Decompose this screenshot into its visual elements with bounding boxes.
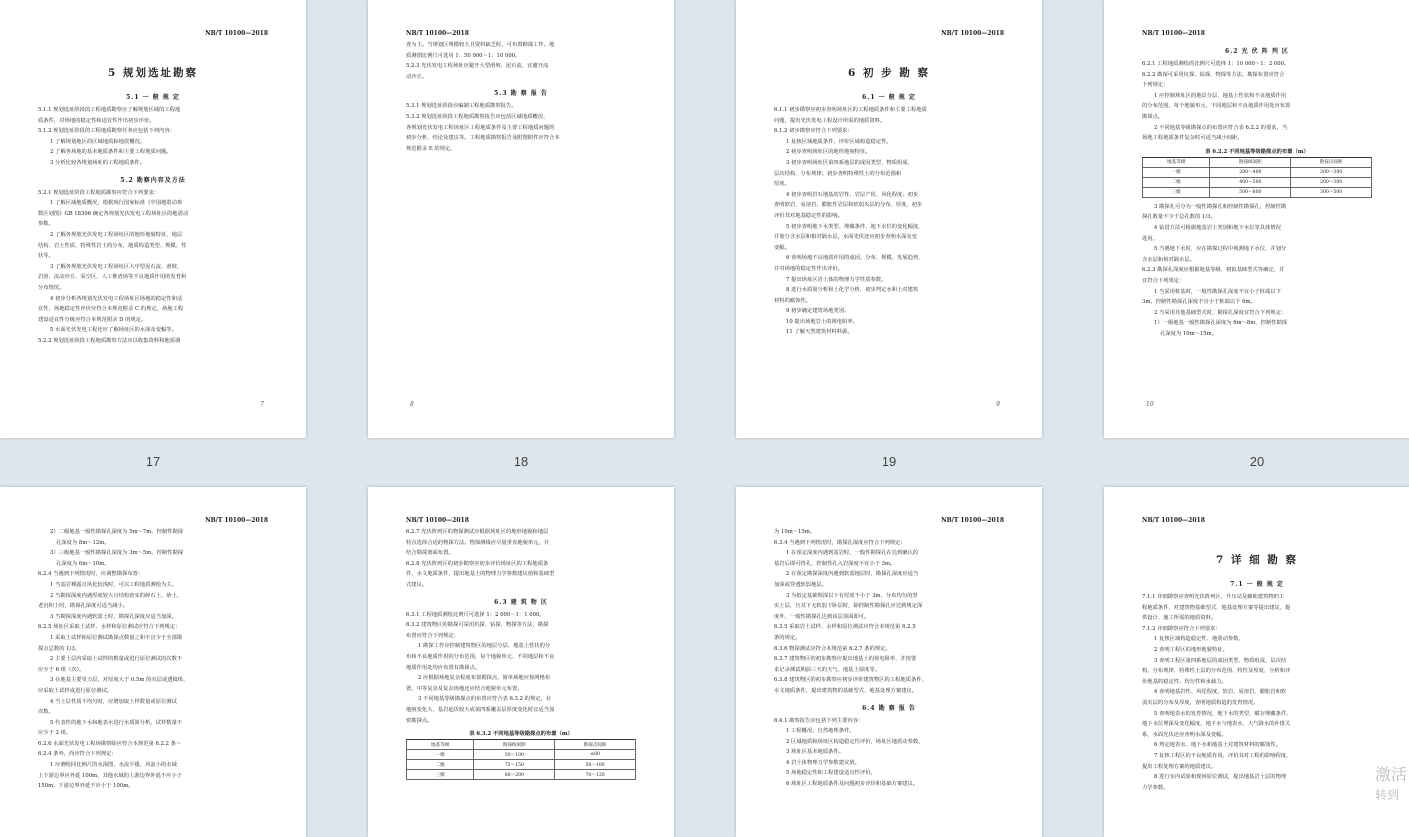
document-page-17[interactable] [0,0,306,438]
text-line: 3 分析比较各规划场址的工程地质条件。 [50,159,146,166]
text-line: 1 当采用桩基时，一般性勘探孔深度不宜小于桩端以下 [1154,288,1281,295]
text-line: 规范附录 E 的规定。 [406,145,456,152]
table-header-cell: 地基等级 [1143,157,1210,167]
document-page-22[interactable] [368,487,674,837]
text-line: 5.1.2 规划选址阶段的工程地质勘察任务应包括下列内容： [38,128,175,135]
text-line: 1 采取土试样和原位测试勘探点数量之和不宜少于全部勘 [50,634,183,641]
section-title: 6.1 一 般 规 定 [862,94,916,101]
table-caption: 表 6.3.2 不同地基等级勘探点的布置（m） [469,731,573,738]
text-line: 的分布范围，每个地貌单元、不同地层和不良地质作用处应布置 [1142,103,1291,110]
text-line: 1 了解规划地区的区域地质和地震概况。 [50,138,146,145]
text-line: 6.2.3 勘探孔深度应根据地基等级、初拟基础型式等确定，并 [1142,267,1285,274]
text-line: 布置应符合下列规定： [406,632,459,639]
watermark-line-2: 转到 [1374,788,1399,802]
text-line: 6.2.6 水面光伏发电工程场勘察除应符合本规范第 6.2.2 条～ [38,740,182,747]
page-header: NB/T 10100—2018 [406,30,469,37]
table-cell: 70～120 [555,770,636,780]
text-line: 水文地质条件，提出建筑物的基础型式、地基处理方案建议。 [774,687,918,694]
folio: 7 [260,401,264,408]
text-line: 5.2.3 光伏发电工程场址应避开大型滑坡、泥石流，宜避开流 [406,63,549,70]
chapter-title: 7 详 细 勘 察 [1216,554,1298,566]
section-title: 7.1 一 般 规 定 [1230,581,1284,588]
text-line: 程地质条件，对建筑物基础型式、地基处理方案等提出建议，提 [1142,604,1291,611]
text-line: 为 10m～15m。 [774,529,816,535]
text-line: 1 了解区域地质概况，根据现行国家标准《中国地震动参 [50,200,183,207]
text-line: 2 了解各规划光伏发电工程场址区的地形地貌特征、地层 [50,231,183,238]
text-line: 6.1.1 初步勘察应初步查明场址区的工程地质条件和主要工程地质 [774,107,927,113]
text-line: 3）三级地基一般性勘探孔深度为 3m～5m，控制性勘探 [50,550,184,557]
text-line: 各规划光伏发电工程场址区工程地质条件及主要工程地质问题的 [406,124,555,131]
text-line: 7.1.1 详细勘察应查明光伏阵列区、升压站及辅助建筑物的工 [1142,594,1285,600]
text-line: 6.3.7 建筑物区的初步勘察应提出地基土的视电阻率，并按要 [774,656,917,663]
table-row [407,750,636,760]
folio: 9 [996,401,1000,408]
text-line: 供设计、施工所需的地质资料。 [1142,615,1217,622]
text-line: 6.2.5 场址区采取土试样、水样和原位测试应符合下列规定： [38,624,181,631]
text-line: 3 当勘探深度内遇软弱土时，勘探孔深度应适当加深。 [50,613,177,620]
text-line: 实土层，且其下无软弱下卧层时，除控制性勘探孔应达到规定深 [774,603,923,610]
text-line: 地貌变化大、基岩起伏较大或第四系覆盖层厚度变化时宜适当加 [406,706,555,713]
text-line: 分布情况。 [38,284,65,291]
section-title: 6.2 光 伏 阵 列 区 [1225,48,1289,55]
text-line: 5 水面光伏发电工程还应了解场址区的水深及变幅等。 [50,327,177,334]
text-line: 1 工程概况、自然地理条件。 [786,728,855,735]
table-row [1143,187,1372,197]
text-line: 2 当采用其他基础型式时，勘探孔深度宜符合下列规定： [1154,309,1287,316]
folio: 8 [410,401,414,408]
text-line: 2）二级地基一般性勘探孔深度为 5m～7m，控制性勘探 [50,529,184,535]
text-line: 6.2.4 当遇到下列情况时，应调整勘探布置： [38,571,144,578]
folio: 10 [1146,401,1154,408]
table-cell: 二级 [407,760,474,770]
text-line: 6.3.6 物探测试应符合本规范第 6.2.7 条的规定。 [774,645,891,652]
text-line: 6 判定地表水、地下水和地基土对建筑材料的腐蚀性。 [1154,742,1281,749]
page-header: NB/T 10100—2018 [1142,517,1205,524]
text-line: 10 提出场地岩土的视电阻率。 [786,318,858,325]
text-line: 选用。 [1142,235,1158,242]
text-line: 1 复核区域构造稳定性、地震动参数。 [1154,636,1244,643]
text-line: 求记录测试期前三天的天气、地基土湿度等。 [774,666,880,673]
text-line: 查明软岩、易溶岩、膨胀性岩层和软弱夹层的分布、厚度，初步 [774,202,923,209]
text-line: 条的规定。 [774,634,801,641]
text-line: 6.2.7 光伏阵列区的物探测试应根据场址区的地形地貌和地层 [406,529,549,535]
table-cell: 200～400 [1210,167,1291,177]
text-line: 5 初步查明地下水类型、埋藏条件、地下水位的变化幅度， [786,223,924,230]
section-title: 6.4 勘 察 报 告 [862,704,916,712]
text-line: 3 在地基主要受力层，对厚度大于 0.5m 的夹层或透镜体， [50,677,189,684]
text-line: 6.3.5 采取岩土试样、水样和原位测试应符合本规范第 6.2.5 [774,624,916,631]
text-line: 6.3.1 工程地质测绘比例尺可选择 1：2 000～1：1 000。 [406,611,545,618]
text-line: 应少于 6 组（次）。 [38,666,85,673]
table-cell: 300～500 [1291,187,1372,197]
table-row [407,760,636,770]
text-line: 应采取土试样或进行原位测试。 [38,687,113,694]
text-line: 1 复核区域地质条件，评价区域构造稳定性。 [786,138,892,145]
table-cell: 200～300 [1291,167,1372,177]
document-page-19[interactable] [736,0,1042,438]
document-page-24[interactable] [1104,487,1409,837]
text-line: 上下游边界应外延 100m，其他水域的上游边界外延不应小于 [38,772,182,779]
page-header: NB/T 10100—2018 [941,30,1004,37]
text-line: 下列规定： [1142,82,1169,89]
page-header: NB/T 10100—2018 [205,30,268,37]
page-header: NB/T 10100—2018 [1142,30,1205,37]
text-line: 3 了解各规划光伏发电工程场址区大中型泥石流、滑坡、 [50,263,183,270]
text-line: 查为主。当规划区规模较大且资料缺乏时，可布置勘探工作。地 [406,42,555,48]
section-title: 5.3 勘 察 报 告 [494,90,548,98]
data-table [406,739,636,780]
text-line: 2 查明工程区的地形地貌特征。 [1154,646,1228,653]
page-number-label[interactable]: 17 [145,454,161,469]
text-line: 8 进行水质简分析和土化学分析，初步判定水和土对建筑 [786,287,919,294]
text-line: 6.3.8 建筑物区的初步勘察应初步评价建筑物区的工程地质条件、 [774,677,927,684]
text-line: 布和不良地质作用的分布范围，每个地貌单元、不同地层和不良 [406,653,555,660]
table-header-cell: 地基等级 [407,740,474,750]
text-line: 5.2.1 规划选址阶段工程地质勘察应符合下列要求： [38,189,160,196]
text-line: 1 勘探工作应控制建筑物区的地层分层、地基土性状的分 [418,643,551,650]
text-line: 3 勘探孔可分为一般性勘探孔和控制性勘探孔，控制性勘 [1154,203,1287,210]
activation-watermark [1375,765,1407,805]
text-line: 8 进行室内试验和现场原位测试，提出地基岩土层的物理 [1154,774,1287,781]
text-line: 力学参数。 [1142,784,1169,791]
text-line: 6 查明场地不良地质作用的成因、分布、规模、发展趋势， [786,255,924,262]
chapter-title: 5 规划选址勘察 [108,67,198,79]
table-cell: 75～150 [474,760,555,770]
text-line: 结构、岩土性质、特殊性岩土的分布，地质构造类型、规模、性 [38,242,187,249]
text-line: 老沉积土时，勘探孔深度可适当减小。 [38,603,129,610]
text-line: 价地基的稳定性、均匀性和承载力。 [1142,678,1227,685]
text-line: 2 在预定勘探深度内遇到软弱地层时，勘探孔深度应适当 [786,571,919,578]
data-table [1142,157,1372,198]
text-line: 地下水位埋深及变化幅度，地下水与地表水、大气降水的补排关 [1142,721,1291,728]
section-title: 5.2 勘察内容及方法 [120,176,186,184]
text-line: 质条件，对场地的稳定性和适宜性作出初步评价。 [38,117,155,124]
text-line: 4 岩土体物理力学参数建议值。 [786,759,860,766]
text-line: 结合勘探剖面布置。 [406,550,454,557]
text-line: 2 区域地质和场址区构造稳定性评价，场址区地震动参数。 [786,738,924,745]
table-cell: 三级 [407,770,474,780]
text-line: 孔深度为 6m～10m。 [56,560,110,567]
table-cell: 三级 [1143,187,1210,197]
text-line: 质测图比例尺可选用 1：50 000～1：10 000。 [406,52,521,59]
text-line: 4 钻进方法可根据地基岩土类别和地下水位等具体情况 [1154,224,1281,231]
text-line: 参数。 [38,221,54,228]
section-title: 6.3 建 筑 物 区 [494,598,548,606]
text-line: 2 了解各场地的基本地质条件和主要工程地质问题。 [50,149,172,156]
text-line: 密勘探点。 [406,717,433,724]
text-line: 构、分布规律，特殊性土层的分布范围、特性及厚度，分析和评 [1142,668,1291,675]
section-title: 5.1 一 般 规 定 [126,94,180,101]
text-line: 11 了解天然建筑材料料源。 [786,329,853,336]
text-line: 3 为拟定基础埋深以下有厚度不小于 3m、分布均匀的坚 [786,592,918,599]
page-header: NB/T 10100—2018 [205,517,268,524]
text-line: 2 不同地基等级勘探点的布置应符合表 6.2.2 的要求，当 [1154,124,1288,131]
text-line: 4 查明地基岩性、风化程度，软岩、易溶岩、膨胀岩和软 [1154,689,1287,696]
text-line: 地质作用处均应布置有勘探点。 [406,664,481,671]
table-row [1143,177,1372,187]
text-line: 式建议。 [406,581,428,588]
table-caption: 表 6.2.2 不同地基等级勘探点的布置（m） [1205,148,1309,155]
text-line: 应少于 2 组。 [38,730,72,737]
text-line: 3m，控制性勘探孔深度不宜小于桩端以下 6m。 [1142,299,1256,306]
text-line: 材料的腐蚀性。 [774,297,812,304]
table-cell: ≤80 [555,750,636,760]
text-line: 探孔数量不少于总孔数的 1/3。 [1142,214,1216,221]
text-line: 6 场址区工程地质条件及问题初步评价和基础方案建议。 [786,781,919,788]
document-page-23[interactable] [736,487,1042,837]
table-cell: 50～100 [474,750,555,760]
text-line: 场地工程地质条件复杂时可适当减小间距。 [1142,135,1243,142]
document-page-20[interactable] [1104,0,1409,438]
watermark-line-1: 激活 [1374,765,1407,784]
text-line: 次数。 [38,709,54,716]
text-line: 孔深度为 10m～15m。 [1160,330,1217,337]
text-line: 4 初步分析各规划光伏发电工程场址区场地的稳定性和适 [50,295,183,302]
text-line: 变幅。 [774,244,790,251]
text-line: 探点总数的 1/3。 [38,645,80,652]
table-cell: 50～100 [555,760,636,770]
text-line: 2 初步查明场址区的地形地貌特征。 [786,149,871,156]
text-line: 2 应根据场地复杂程度布置勘探点，简单场地应按网格布 [418,675,551,682]
text-line: 孔深度为 8m～12m。 [56,539,110,546]
text-line: 6.4.1 勘察报告应包括下列主要内容： [774,717,864,724]
text-line: 提出工程处理方案的地质建议。 [1142,763,1217,770]
text-line: 2 当勘探深度内遇厚度较大且结构密实的碎石土、砂土、 [50,592,183,599]
text-line: 150m，下游边界外延不应小于 100m。 [38,783,134,790]
text-line: 3 不同地基等级勘探点的布置应符合表 6.3.2 的规定，在 [418,696,552,703]
table-cell: 200～300 [1291,177,1372,187]
document-page-18[interactable] [368,0,674,438]
text-line: 初步分析、结论及建议等。工程地质勘察报告及附图附件应符合本 [406,135,560,142]
text-line: 6.2.2 勘探可采用坑探、钻探、物探等方法，勘探布置应符合 [1142,71,1285,78]
text-line: 基岩后即可终孔，控制性孔入岩深度不宜小于 3m。 [774,560,896,567]
text-line: 3 查明工程区第四系地层的成因类型、物质组成、层次结 [1154,657,1287,664]
text-line: 4 初步查明岩石地基的岩性、岩层产状、风化程度；初步 [786,191,919,198]
text-line: 状等。 [38,253,54,260]
text-line: 5 当遇地下水时，应在勘探过程中观测地下水位，并划分 [1154,246,1287,253]
text-line: 7 提出场址区岩土体的物理力学性质参数。 [786,276,887,283]
text-line: 3 场址区基本地质条件。 [786,749,845,756]
text-line: 层次结构、分布规律；初步查明特殊性土的分布范围和 [774,170,902,177]
text-line: 5 场地稳定性和工程建设适宜性评价。 [786,770,876,777]
table-cell: 一级 [407,750,474,760]
text-line: 6.2.8 光伏阵列区的初步勘察应初步评价场址区的工程地质条 [406,560,549,567]
page-number-label[interactable]: 19 [881,454,897,469]
table-header-cell: 勘探线间距 [474,740,555,750]
text-line: 6.2.1 工程地质测绘的比例尺可选择 1：10 000～1：2 000。 [1142,61,1290,67]
text-line: 6.3.4 当遇到下列情况时，勘探孔深度应符合下列规定： [774,539,906,546]
text-line: 1）一级地基一般性勘探孔深度为 6m～8m，控制性勘探 [1154,320,1288,327]
text-line: 弱夹层的分布及厚度，查明地质构造的发育情况。 [1142,699,1259,706]
text-line: 宜符合下列规定： [1142,277,1185,284]
text-line: 1 在预定深度内遇到基岩时，一般性勘探孔在达到确认的 [786,550,919,557]
text-line: 7 复核工程区的不良地质作用，评价其对工程的影响程度， [1154,752,1292,759]
text-line: 5.3.2 规划选址阶段工程地质勘察报告应包括区域地质概况、 [406,113,549,120]
text-line: 1 应控制场址区的地层分层、地基土性状和不良地质作用 [1154,92,1287,99]
document-page-21[interactable] [0,487,306,837]
text-line: 6.1.2 初步勘察应符合下列要求： [774,128,853,135]
text-line: 置，中等复杂及复杂场地还应结合地貌单元布置。 [406,685,523,692]
text-line: 4 当土层性质不均匀时，应增加取土样数量或原位测试 [50,698,177,705]
text-line: 5.1.1 规划选址阶段的工程地质勘察应了解规划区域的工程地 [38,107,181,113]
text-line: 宜性，场地稳定性评价应符合本规范附录 C 的规定，场地工程 [38,306,184,313]
table-row [1143,167,1372,177]
text-line: 动沙丘。 [406,73,428,80]
text-line: 1 当基岩裸露且风化较浅时，可以工程地质测绘为主。 [50,581,177,588]
text-line: 加深或穿透软弱地层。 [774,581,827,588]
table-cell: 二级 [1143,177,1210,187]
chapter-title: 6 初 步 勘 察 [848,67,930,79]
text-line: 系，水面光伏还应查明水深及变幅。 [1142,731,1227,738]
table-header-row [407,740,636,750]
text-line: 2 主要土层内采取土试样的数量或进行原位测试的次数不 [50,656,183,663]
text-line: 数区划图》GB 18306 确定各规划光伏发电工程场址区的地震动 [38,210,189,217]
text-line: 特点选择合适的物探方法。物探测线应尽量垂直地貌单元，并 [406,539,550,546]
text-line: 含水层和相对隔水层。 [1142,256,1195,263]
text-line: 3 初步查明场址区第四系地层的成因类型、物质组成、 [786,159,913,166]
page-header: NB/T 10100—2018 [941,517,1004,524]
text-line: 勘探点。 [1142,113,1164,120]
page-number-label[interactable]: 18 [513,454,529,469]
table-cell: 80～200 [474,770,555,780]
text-line: 并划分含水层和相对隔水层。水面光伏还应初步查明水深及变 [774,234,918,241]
text-line: 1 应测绘同比例尺的水深图，水流平缓、风浪小的水域 [50,762,177,769]
text-line: 6.3.2 建筑物区的勘探可采用坑探、钻探、物探等方法，勘探 [406,622,549,629]
text-line: 并对场地的稳定性作出评价。 [774,265,843,272]
table-row [407,770,636,780]
text-line: 厚度。 [774,181,790,188]
table-header-row [1143,157,1372,167]
table-cell: 400～500 [1210,177,1291,187]
text-line: 5 查明地表水的发育情况，地下水的类型、赋存埋藏条件、 [1154,710,1292,717]
table-header-cell: 勘探点间距 [1291,157,1372,167]
page-number-label[interactable]: 20 [1249,454,1265,469]
text-line: 问题，提出光伏发电工程设计所需的地质资料。 [774,117,886,124]
text-line: 7.1.2 详细勘察应符合下列要求： [1142,625,1221,632]
text-line: 评价其对地基稳定性的影响。 [774,212,843,219]
table-header-cell: 勘探点间距 [555,740,636,750]
text-line: 岩溶、流动沙丘、采空区、人工堆渣场等不良地质作用的发育和 [38,274,187,281]
text-line: 件、水文地质条件，提出地基土的物理力学参数建议值和基础型 [406,571,555,578]
text-line: 5 代表性的地下水和地表水进行水质简分析，试样数量不 [50,719,183,726]
text-line: 5.2.2 规划选址阶段工程地质勘察方法应以收集资料和地质调 [38,337,181,344]
page-header: NB/T 10100—2018 [406,517,469,524]
table-cell: 500～600 [1210,187,1291,197]
text-line: 5.3.1 规划选址阶段应编制工程地质勘察报告。 [406,103,517,110]
text-line: 建设适宜性分级应符合本规范附录 D 的规定。 [38,316,147,323]
table-cell: 一级 [1143,167,1210,177]
text-line: 9 初步确定建筑场地类别。 [786,308,850,315]
table-header-cell: 勘探线间距 [1210,157,1291,167]
text-line: 度外，一般性勘探孔达到该层顶面即可。 [774,613,870,620]
text-line: 6.2.4 条外，尚应符合下列规定： [38,751,117,758]
